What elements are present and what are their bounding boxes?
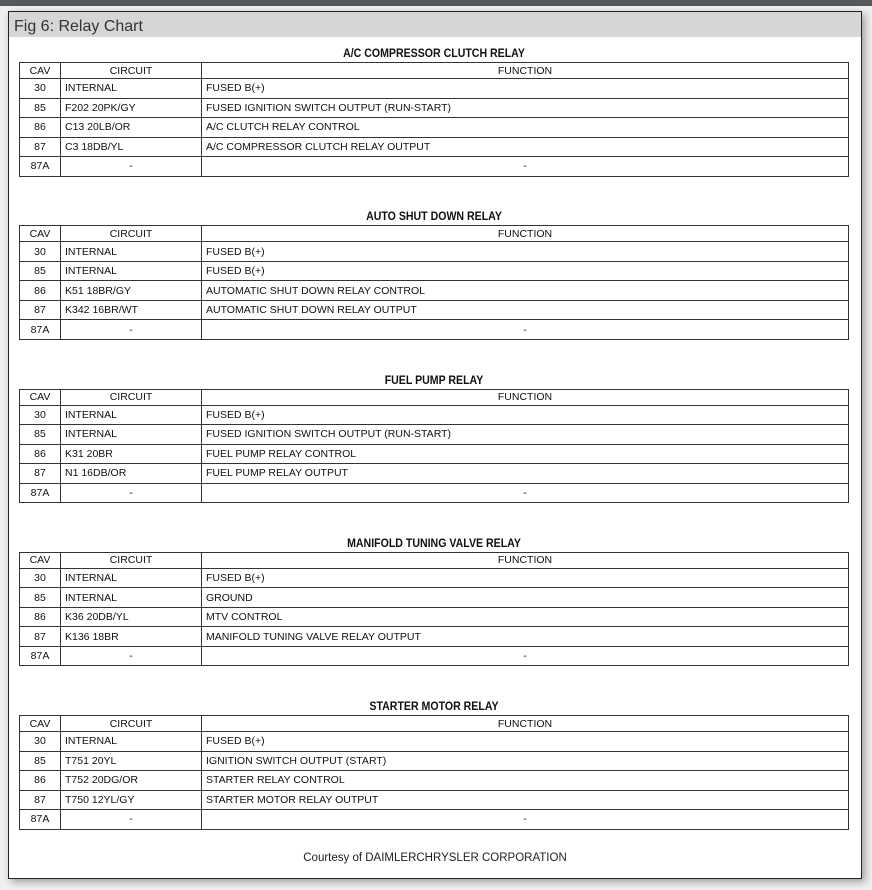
table-row — [20, 568, 849, 588]
table-row — [20, 320, 849, 340]
header-circuit: CIRCUIT — [61, 552, 202, 568]
cell-function: MANIFOLD TUNING VALVE RELAY OUTPUT — [202, 627, 849, 647]
cell-circuit: - — [61, 157, 202, 177]
header-circuit: CIRCUIT — [61, 716, 202, 732]
table-row — [20, 242, 849, 262]
cell-circuit: INTERNAL — [61, 588, 202, 608]
cell-circuit: INTERNAL — [61, 405, 202, 425]
cell-cav: 87 — [20, 137, 61, 157]
cell-cav: 30 — [20, 405, 61, 425]
relay-table — [19, 715, 849, 830]
relay-section — [19, 374, 849, 504]
cell-function: MTV CONTROL — [202, 607, 849, 627]
cell-function: STARTER RELAY CONTROL — [202, 771, 849, 791]
table-row — [20, 607, 849, 627]
relay-table — [19, 389, 849, 504]
header-cav: CAV — [20, 389, 61, 405]
table-row — [20, 751, 849, 771]
cell-function: GROUND — [202, 588, 849, 608]
cell-function: FUSED IGNITION SWITCH OUTPUT (RUN-START) — [202, 425, 849, 445]
table-header — [20, 63, 849, 79]
table-header — [20, 716, 849, 732]
table-row — [20, 405, 849, 425]
cell-function: - — [202, 810, 849, 830]
cell-function: - — [202, 483, 849, 503]
cell-cav: 87A — [20, 157, 61, 177]
cell-function: FUSED B(+) — [202, 242, 849, 262]
relay-title: A/C COMPRESSOR CLUTCH RELAY — [343, 48, 525, 60]
relay-table — [19, 552, 849, 667]
table-row — [20, 261, 849, 281]
table-row — [20, 732, 849, 752]
cell-cav: 87A — [20, 320, 61, 340]
cell-circuit: INTERNAL — [61, 242, 202, 262]
cell-function: FUEL PUMP RELAY CONTROL — [202, 444, 849, 464]
table-row — [20, 137, 849, 157]
table-row — [20, 483, 849, 503]
table-row — [20, 771, 849, 791]
table-row — [20, 646, 849, 666]
header-function: FUNCTION — [202, 716, 849, 732]
cell-cav: 30 — [20, 242, 61, 262]
cell-function: AUTOMATIC SHUT DOWN RELAY OUTPUT — [202, 300, 849, 320]
cell-circuit: INTERNAL — [61, 425, 202, 445]
table-row — [20, 157, 849, 177]
cell-cav: 87 — [20, 627, 61, 647]
cell-circuit: INTERNAL — [61, 568, 202, 588]
header-cav: CAV — [20, 552, 61, 568]
relay-section — [19, 537, 849, 667]
relay-title: AUTO SHUT DOWN RELAY — [366, 211, 502, 224]
figure-title: Fig 6: Relay Chart — [9, 12, 861, 37]
cell-cav: 86 — [20, 607, 61, 627]
cell-function: FUSED B(+) — [202, 261, 849, 281]
cell-circuit: K342 16BR/WT — [61, 300, 202, 320]
cell-circuit: K31 20BR — [61, 444, 202, 464]
cell-function: FUSED B(+) — [202, 405, 849, 425]
table-row — [20, 425, 849, 445]
cell-circuit: T750 12YL/GY — [61, 790, 202, 810]
cell-circuit: - — [61, 483, 202, 503]
table-row — [20, 790, 849, 810]
relay-section — [19, 700, 849, 830]
header-cav: CAV — [20, 226, 61, 242]
cell-cav: 87A — [20, 646, 61, 666]
cell-circuit: C3 18DB/YL — [61, 137, 202, 157]
cell-cav: 87A — [20, 810, 61, 830]
header-cav: CAV — [20, 716, 61, 732]
cell-cav: 86 — [20, 118, 61, 138]
table-row — [20, 79, 849, 99]
cell-cav: 87 — [20, 300, 61, 320]
cell-cav: 87 — [20, 790, 61, 810]
cell-circuit: K136 18BR — [61, 627, 202, 647]
cell-function: AUTOMATIC SHUT DOWN RELAY CONTROL — [202, 281, 849, 301]
cell-function: - — [202, 320, 849, 340]
header-cav: CAV — [20, 63, 61, 79]
cell-circuit: INTERNAL — [61, 79, 202, 99]
cell-cav: 85 — [20, 588, 61, 608]
cell-function: A/C COMPRESSOR CLUTCH RELAY OUTPUT — [202, 137, 849, 157]
cell-circuit: N1 16DB/OR — [61, 464, 202, 484]
table-row — [20, 281, 849, 301]
header-function: FUNCTION — [202, 63, 849, 79]
table-header — [20, 552, 849, 568]
header-function: FUNCTION — [202, 226, 849, 242]
cell-cav: 85 — [20, 261, 61, 281]
table-header — [20, 389, 849, 405]
cell-function: - — [202, 157, 849, 177]
cell-cav: 86 — [20, 771, 61, 791]
cell-circuit: T752 20DG/OR — [61, 771, 202, 791]
cell-function: FUSED B(+) — [202, 79, 849, 99]
table-row — [20, 464, 849, 484]
top-bar — [0, 0, 872, 6]
cell-function: IGNITION SWITCH OUTPUT (START) — [202, 751, 849, 771]
figure-panel — [8, 11, 862, 879]
cell-function: A/C CLUTCH RELAY CONTROL — [202, 118, 849, 138]
cell-circuit: - — [61, 646, 202, 666]
header-circuit: CIRCUIT — [61, 226, 202, 242]
relay-table — [19, 62, 849, 177]
cell-circuit: C13 20LB/OR — [61, 118, 202, 138]
table-row — [20, 810, 849, 830]
cell-function: STARTER MOTOR RELAY OUTPUT — [202, 790, 849, 810]
cell-circuit: T751 20YL — [61, 751, 202, 771]
cell-circuit: K51 18BR/GY — [61, 281, 202, 301]
table-row — [20, 588, 849, 608]
cell-cav: 86 — [20, 444, 61, 464]
relay-title: MANIFOLD TUNING VALVE RELAY — [347, 537, 521, 550]
relay-title: STARTER MOTOR RELAY — [369, 701, 499, 714]
table-row — [20, 444, 849, 464]
cell-circuit: INTERNAL — [61, 732, 202, 752]
table-row — [20, 627, 849, 647]
cell-cav: 85 — [20, 98, 61, 118]
header-circuit: CIRCUIT — [61, 63, 202, 79]
cell-circuit: F202 20PK/GY — [61, 98, 202, 118]
table-row — [20, 300, 849, 320]
cell-circuit: - — [61, 320, 202, 340]
cell-cav: 30 — [20, 732, 61, 752]
table-row — [20, 118, 849, 138]
relay-title: FUEL PUMP RELAY — [384, 374, 484, 387]
cell-cav: 30 — [20, 79, 61, 99]
cell-circuit: K36 20DB/YL — [61, 607, 202, 627]
relay-table — [19, 225, 849, 340]
cell-cav: 87A — [20, 483, 61, 503]
cell-cav: 86 — [20, 281, 61, 301]
cell-cav: 85 — [20, 751, 61, 771]
cell-cav: 85 — [20, 425, 61, 445]
cell-cav: 87 — [20, 464, 61, 484]
cell-circuit: INTERNAL — [61, 261, 202, 281]
cell-function: FUSED B(+) — [202, 568, 849, 588]
cell-function: FUSED B(+) — [202, 732, 849, 752]
table-header — [20, 226, 849, 242]
relay-section — [19, 210, 849, 340]
table-row — [20, 98, 849, 118]
cell-circuit: - — [61, 810, 202, 830]
figure-credit: Courtesy of DAIMLERCHRYSLER CORPORATION — [303, 852, 567, 864]
cell-cav: 30 — [20, 568, 61, 588]
header-circuit: CIRCUIT — [61, 389, 202, 405]
cell-function: FUEL PUMP RELAY OUTPUT — [202, 464, 849, 484]
relay-section — [19, 47, 849, 177]
header-function: FUNCTION — [202, 389, 849, 405]
cell-function: FUSED IGNITION SWITCH OUTPUT (RUN-START) — [202, 98, 849, 118]
header-function: FUNCTION — [202, 552, 849, 568]
cell-function: - — [202, 646, 849, 666]
